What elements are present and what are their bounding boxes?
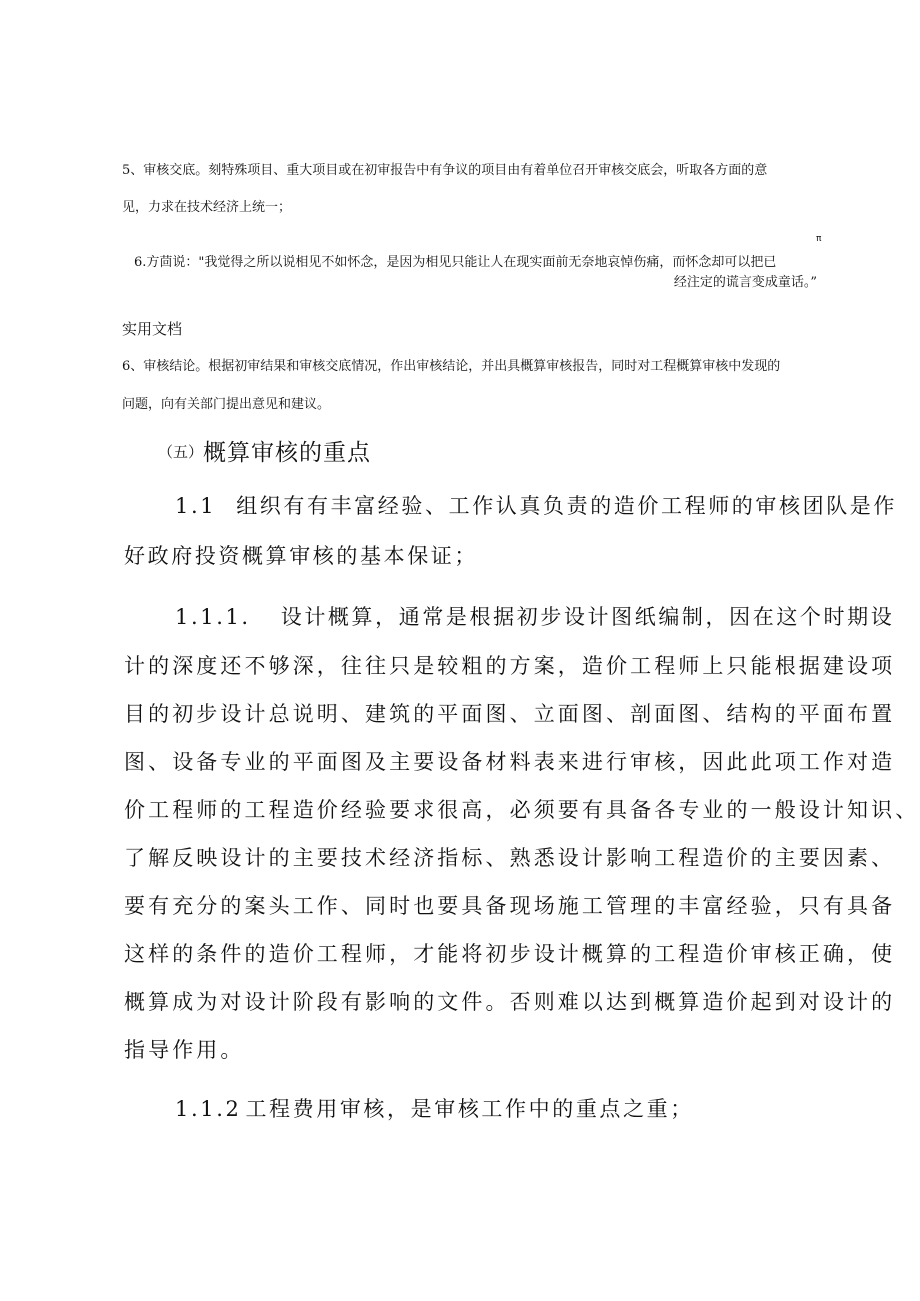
paragraph-1-1-line-1 [175,490,897,520]
paragraph-1-1-1-line-2: 计的深度还不够深，往往只是较粗的方案，造价工程师上只能根据建设项 [124,654,896,678]
paragraph-1-1-1-line-3: 目的初步设计总说明、建筑的平面图、立面图、剖面图、结构的平面布置 [124,702,896,726]
paragraph-1-1-number: 1.1 [175,494,217,518]
section-title: 概算审核的重点 [203,440,372,466]
pi-mark: π [816,234,822,244]
paragraph-1-1-1-line-10: 指导作用。 [124,1038,245,1062]
item-6-line-1: 6、审核结论。根据初审结果和审核交底情况，作出审核结论，并出具概算审核报告，同时对工程概算审核中发现的 [122,359,781,374]
paragraph-1-1-1-line-9: 概算成为对设计阶段有影响的文件。否则难以达到概算造价起到对设计的 [124,990,896,1014]
practical-document-label: 实用文档 [122,320,183,338]
paragraph-1-1-1-line-1 [175,601,894,631]
paragraph-1-1-text: 组织有有丰富经验、工作认真负责的造价工程师的审核团队是作 [236,494,898,518]
section-prefix: （五） [158,443,204,461]
paragraph-1-1-2 [175,1093,694,1123]
paragraph-1-1-1-text: 设计概算，通常是根据初步设计图纸编制，因在这个时期设 [280,605,895,629]
item-5-line-1: 5、审核交底。刻特殊项目、重大项目或在初审报告中有争议的项目由有着单位召开审核交底会，听取各方面的意 [122,163,768,178]
paragraph-1-1-1-line-6: 了解反映设计的主要技术经济指标、熟悉设计影响工程造价的主要因素、 [124,846,896,870]
paragraph-1-1-1-number: 1.1.1. [175,605,251,629]
paragraph-1-1-1-line-5: 价工程师的工程造价经验要求很高，必须要有具备各专业的一般设计知识、 [124,798,920,822]
paragraph-1-1-1-line-8: 这样的条件的造价工程师，才能将初步设计概算的工程造价审核正确，使 [124,942,896,966]
item-5-line-2: 见，力求在技术经济上统一； [122,200,292,215]
section-heading [158,434,371,467]
item-6-line-2: 问题，向有关部门提出意见和建议。 [122,397,331,412]
paragraph-1-1-2-number: 1.1.2 [175,1097,242,1121]
paragraph-1-1-2-text: 工程费用审核，是审核工作中的重点之重； [245,1097,694,1121]
quote-line-1: 6.方茴说："我觉得之所以说相见不如怀念，是因为相见只能让人在现实面前无奈地哀悼伤痛，而怀念却可以把已 [134,255,777,270]
quote-line-2: 经注定的谎言变成童话。” [673,275,817,290]
paragraph-1-1-1-line-4: 图、设备专业的平面图及主要设备材料表来进行审核，因此此项工作对造 [124,750,896,774]
paragraph-1-1-line-2: 好政府投资概算审核的基本保证； [124,544,478,568]
paragraph-1-1-1-line-7: 要有充分的案头工作、同时也要具备现场施工管理的丰富经验，只有具备 [124,894,896,918]
